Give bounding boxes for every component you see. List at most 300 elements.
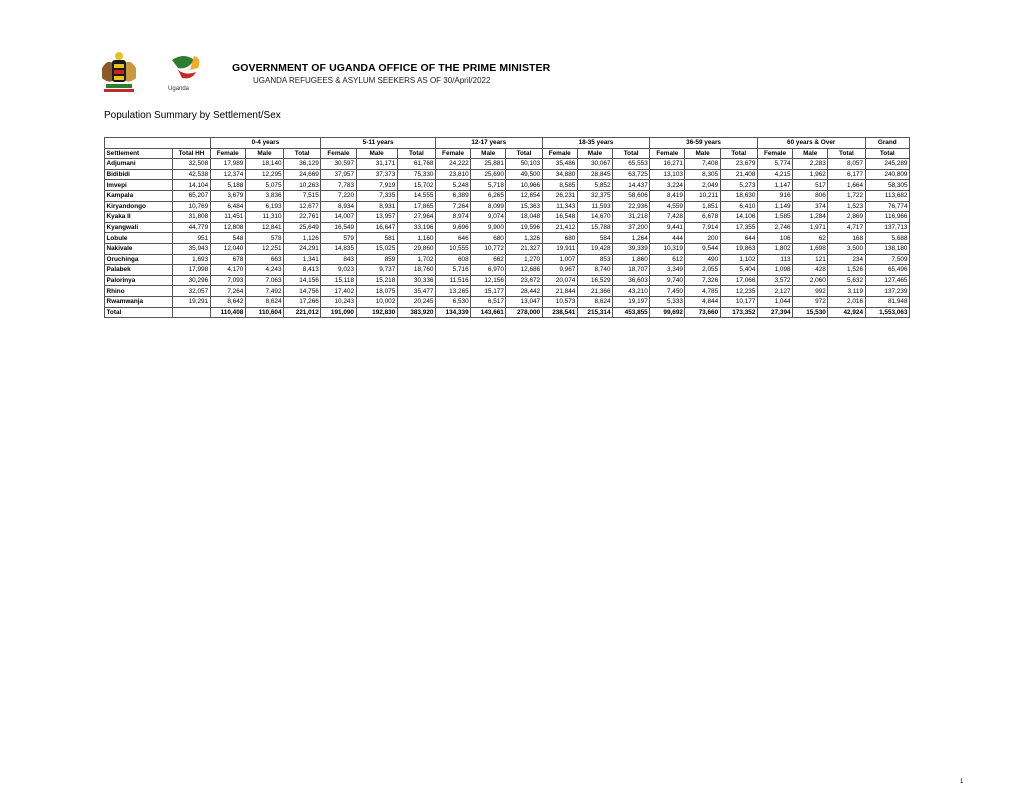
table-row bbox=[105, 254, 910, 265]
value-cell: 11,451 bbox=[210, 212, 245, 223]
value-cell: 10,772 bbox=[471, 243, 506, 254]
value-cell: 548 bbox=[210, 233, 245, 244]
value-cell: 4,170 bbox=[210, 265, 245, 276]
value-cell: 30,067 bbox=[577, 159, 612, 170]
value-cell: 22,936 bbox=[613, 201, 650, 212]
value-cell: 10,555 bbox=[435, 243, 470, 254]
value-cell: 8,305 bbox=[685, 169, 720, 180]
value-cell: 15,363 bbox=[506, 201, 542, 212]
value-cell: 581 bbox=[356, 233, 397, 244]
value-cell: 58,606 bbox=[613, 190, 650, 201]
value-cell: 1,722 bbox=[828, 190, 865, 201]
value-cell: 646 bbox=[435, 233, 470, 244]
value-cell: 15,025 bbox=[356, 243, 397, 254]
value-cell: 168 bbox=[828, 233, 865, 244]
sub-header-cell: Male bbox=[685, 148, 720, 159]
value-cell: 11,516 bbox=[435, 275, 470, 286]
svg-text:Uganda: Uganda bbox=[168, 86, 190, 92]
value-cell: 7,919 bbox=[356, 180, 397, 191]
value-cell: 19,197 bbox=[613, 296, 650, 307]
sub-header-cell: Female bbox=[321, 148, 356, 159]
value-cell: 12,374 bbox=[210, 169, 245, 180]
value-cell: 10,177 bbox=[720, 296, 757, 307]
table-row bbox=[105, 296, 910, 307]
settlement-name: Palorinya bbox=[105, 275, 173, 286]
value-cell: 1,698 bbox=[793, 243, 828, 254]
value-cell: 7,335 bbox=[356, 190, 397, 201]
grand-total-header: Total bbox=[865, 148, 909, 159]
value-cell: 6,265 bbox=[471, 190, 506, 201]
table-row bbox=[105, 233, 910, 244]
value-cell: 10,243 bbox=[321, 296, 356, 307]
value-cell: 25,649 bbox=[284, 222, 321, 233]
value-cell: 578 bbox=[245, 233, 283, 244]
grand-total-cell: 245,289 bbox=[865, 159, 909, 170]
sub-header-cell: Male bbox=[471, 148, 506, 159]
value-cell: 2,060 bbox=[793, 275, 828, 286]
sub-header-cell: Total bbox=[613, 148, 650, 159]
value-cell: 110,408 bbox=[210, 307, 245, 318]
value-cell: 16,647 bbox=[356, 222, 397, 233]
settlement-name: Kyaka II bbox=[105, 212, 173, 223]
header-blank bbox=[105, 138, 211, 149]
value-cell: 29,860 bbox=[397, 243, 435, 254]
grand-total-cell: 137,713 bbox=[865, 222, 909, 233]
value-cell: 1,971 bbox=[793, 222, 828, 233]
value-cell: 15,177 bbox=[471, 286, 506, 297]
value-cell: 11,310 bbox=[245, 212, 283, 223]
value-cell: 1,126 bbox=[284, 233, 321, 244]
age-group-header: 12-17 years bbox=[435, 138, 542, 149]
value-cell: 1,526 bbox=[828, 265, 865, 276]
value-cell: 14,437 bbox=[613, 180, 650, 191]
value-cell: 17,402 bbox=[321, 286, 356, 297]
value-cell: 24,669 bbox=[284, 169, 321, 180]
value-cell: 24,222 bbox=[435, 159, 470, 170]
table-row bbox=[105, 159, 910, 170]
value-cell: 35,477 bbox=[397, 286, 435, 297]
value-cell: 584 bbox=[577, 233, 612, 244]
value-cell: 9,441 bbox=[650, 222, 685, 233]
page-number: 1 bbox=[960, 779, 964, 785]
value-cell: 75,330 bbox=[397, 169, 435, 180]
value-cell: 134,339 bbox=[435, 307, 470, 318]
value-cell: 680 bbox=[542, 233, 577, 244]
value-cell: 1,102 bbox=[720, 254, 757, 265]
value-cell: 3,119 bbox=[828, 286, 865, 297]
total-hh-header: Total HH bbox=[173, 148, 210, 159]
value-cell: 5,188 bbox=[210, 180, 245, 191]
value-cell: 26,231 bbox=[542, 190, 577, 201]
value-cell: 8,974 bbox=[435, 212, 470, 223]
value-cell: 32,375 bbox=[577, 190, 612, 201]
value-cell: 39,339 bbox=[613, 243, 650, 254]
sub-header-cell: Female bbox=[650, 148, 685, 159]
table-row bbox=[105, 243, 910, 254]
value-cell: 73,660 bbox=[685, 307, 720, 318]
value-cell: 7,492 bbox=[245, 286, 283, 297]
value-cell: 2,016 bbox=[828, 296, 865, 307]
value-cell: 5,718 bbox=[471, 180, 506, 191]
page-title: GOVERNMENT OF UGANDA OFFICE OF THE PRIME MINISTER bbox=[232, 62, 551, 74]
value-cell: 22,761 bbox=[284, 212, 321, 223]
opm-logo bbox=[168, 56, 199, 92]
value-cell: 36,603 bbox=[613, 275, 650, 286]
value-cell: 234 bbox=[828, 254, 865, 265]
value-cell: 192,830 bbox=[356, 307, 397, 318]
value-cell: 4,215 bbox=[757, 169, 792, 180]
value-cell: 5,248 bbox=[435, 180, 470, 191]
value-cell: 12,686 bbox=[506, 265, 542, 276]
total-hh-cell: 951 bbox=[173, 233, 210, 244]
value-cell: 10,002 bbox=[356, 296, 397, 307]
coat-of-arms-logo bbox=[102, 52, 136, 92]
value-cell: 680 bbox=[471, 233, 506, 244]
value-cell: 1,860 bbox=[613, 254, 650, 265]
value-cell: 4,717 bbox=[828, 222, 865, 233]
value-cell: 31,171 bbox=[356, 159, 397, 170]
value-cell: 238,541 bbox=[542, 307, 577, 318]
total-hh-cell: 19,291 bbox=[173, 296, 210, 307]
total-hh-cell: 17,998 bbox=[173, 265, 210, 276]
value-cell: 9,740 bbox=[650, 275, 685, 286]
settlement-header: Settlement bbox=[105, 148, 173, 159]
value-cell: 4,243 bbox=[245, 265, 283, 276]
value-cell: 1,326 bbox=[506, 233, 542, 244]
value-cell: 843 bbox=[321, 254, 356, 265]
sub-header-cell: Female bbox=[542, 148, 577, 159]
value-cell: 12,808 bbox=[210, 222, 245, 233]
table-row bbox=[105, 212, 910, 223]
grand-total-cell: 76,774 bbox=[865, 201, 909, 212]
value-cell: 1,264 bbox=[613, 233, 650, 244]
value-cell: 15,118 bbox=[321, 275, 356, 286]
value-cell: 6,517 bbox=[471, 296, 506, 307]
value-cell: 1,044 bbox=[757, 296, 792, 307]
sub-header-cell: Total bbox=[506, 148, 542, 159]
value-cell: 14,555 bbox=[397, 190, 435, 201]
value-cell: 7,063 bbox=[245, 275, 283, 286]
value-cell: 121 bbox=[793, 254, 828, 265]
value-cell: 36,129 bbox=[284, 159, 321, 170]
value-cell: 21,408 bbox=[720, 169, 757, 180]
value-cell: 7,408 bbox=[685, 159, 720, 170]
value-cell: 5,273 bbox=[720, 180, 757, 191]
population-table bbox=[104, 137, 910, 318]
grand-header: Grand bbox=[865, 138, 909, 149]
value-cell: 37,957 bbox=[321, 169, 356, 180]
grand-total-cell: 116,966 bbox=[865, 212, 909, 223]
value-cell: 35,486 bbox=[542, 159, 577, 170]
value-cell: 12,235 bbox=[720, 286, 757, 297]
value-cell: 143,661 bbox=[471, 307, 506, 318]
value-cell: 27,394 bbox=[757, 307, 792, 318]
total-hh-cell: 1,693 bbox=[173, 254, 210, 265]
sub-header-row bbox=[105, 148, 910, 159]
grand-total-cell: 7,509 bbox=[865, 254, 909, 265]
value-cell: 49,500 bbox=[506, 169, 542, 180]
value-cell: 10,573 bbox=[542, 296, 577, 307]
value-cell: 21,844 bbox=[542, 286, 577, 297]
value-cell: 21,366 bbox=[577, 286, 612, 297]
value-cell: 1,802 bbox=[757, 243, 792, 254]
value-cell: 37,373 bbox=[356, 169, 397, 180]
value-cell: 2,283 bbox=[793, 159, 828, 170]
page-subtitle: UGANDA REFUGEES & ASYLUM SEEKERS AS OF 30/April/2022 bbox=[253, 76, 491, 85]
value-cell: 9,967 bbox=[542, 265, 577, 276]
value-cell: 9,696 bbox=[435, 222, 470, 233]
table-row bbox=[105, 180, 910, 191]
value-cell: 16,549 bbox=[321, 222, 356, 233]
value-cell: 517 bbox=[793, 180, 828, 191]
age-group-header: 5-11 years bbox=[321, 138, 436, 149]
sub-header-cell: Male bbox=[245, 148, 283, 159]
value-cell: 13,103 bbox=[650, 169, 685, 180]
grand-total-cell: 127,465 bbox=[865, 275, 909, 286]
header-logos bbox=[98, 50, 216, 96]
value-cell: 13,265 bbox=[435, 286, 470, 297]
value-cell: 1,341 bbox=[284, 254, 321, 265]
value-cell: 21,327 bbox=[506, 243, 542, 254]
age-group-header: 18-35 years bbox=[542, 138, 650, 149]
value-cell: 7,783 bbox=[321, 180, 356, 191]
value-cell: 110,604 bbox=[245, 307, 283, 318]
value-cell: 853 bbox=[577, 254, 612, 265]
value-cell: 17,355 bbox=[720, 222, 757, 233]
value-cell: 1,270 bbox=[506, 254, 542, 265]
settlement-name: Total bbox=[105, 307, 173, 318]
settlement-name: Lobule bbox=[105, 233, 173, 244]
value-cell: 859 bbox=[356, 254, 397, 265]
value-cell: 8,413 bbox=[284, 265, 321, 276]
value-cell: 20,245 bbox=[397, 296, 435, 307]
value-cell: 14,106 bbox=[720, 212, 757, 223]
table-row bbox=[105, 169, 910, 180]
value-cell: 3,224 bbox=[650, 180, 685, 191]
value-cell: 7,326 bbox=[685, 275, 720, 286]
settlement-name: Rhino bbox=[105, 286, 173, 297]
value-cell: 4,785 bbox=[685, 286, 720, 297]
value-cell: 50,103 bbox=[506, 159, 542, 170]
value-cell: 28,845 bbox=[577, 169, 612, 180]
grand-total-cell: 65,496 bbox=[865, 265, 909, 276]
value-cell: 10,319 bbox=[650, 243, 685, 254]
value-cell: 3,349 bbox=[650, 265, 685, 276]
value-cell: 18,048 bbox=[506, 212, 542, 223]
value-cell: 1,523 bbox=[828, 201, 865, 212]
sub-header-cell: Total bbox=[828, 148, 865, 159]
total-hh-cell: 10,769 bbox=[173, 201, 210, 212]
value-cell: 6,193 bbox=[245, 201, 283, 212]
value-cell: 8,740 bbox=[577, 265, 612, 276]
value-cell: 8,934 bbox=[321, 201, 356, 212]
value-cell: 7,450 bbox=[650, 286, 685, 297]
total-hh-cell: 44,779 bbox=[173, 222, 210, 233]
value-cell: 9,074 bbox=[471, 212, 506, 223]
value-cell: 7,428 bbox=[650, 212, 685, 223]
value-cell: 30,597 bbox=[321, 159, 356, 170]
grand-total-cell: 240,809 bbox=[865, 169, 909, 180]
value-cell: 1,098 bbox=[757, 265, 792, 276]
value-cell: 8,057 bbox=[828, 159, 865, 170]
value-cell: 1,149 bbox=[757, 201, 792, 212]
value-cell: 7,264 bbox=[435, 201, 470, 212]
value-cell: 9,900 bbox=[471, 222, 506, 233]
value-cell: 18,707 bbox=[613, 265, 650, 276]
total-row bbox=[105, 307, 910, 318]
sub-header-cell: Total bbox=[284, 148, 321, 159]
total-hh-cell: 35,943 bbox=[173, 243, 210, 254]
value-cell: 43,210 bbox=[613, 286, 650, 297]
grand-total-cell: 138,180 bbox=[865, 243, 909, 254]
value-cell: 11,593 bbox=[577, 201, 612, 212]
value-cell: 19,911 bbox=[542, 243, 577, 254]
value-cell: 15,218 bbox=[356, 275, 397, 286]
value-cell: 1,851 bbox=[685, 201, 720, 212]
table-row bbox=[105, 201, 910, 212]
value-cell: 14,007 bbox=[321, 212, 356, 223]
value-cell: 23,810 bbox=[435, 169, 470, 180]
value-cell: 99,692 bbox=[650, 307, 685, 318]
value-cell: 12,040 bbox=[210, 243, 245, 254]
settlement-name: Nakivale bbox=[105, 243, 173, 254]
sub-header-cell: Male bbox=[356, 148, 397, 159]
total-hh-cell: 31,808 bbox=[173, 212, 210, 223]
value-cell: 15,702 bbox=[397, 180, 435, 191]
value-cell: 31,218 bbox=[613, 212, 650, 223]
value-cell: 8,931 bbox=[356, 201, 397, 212]
value-cell: 17,066 bbox=[720, 275, 757, 286]
value-cell: 608 bbox=[435, 254, 470, 265]
value-cell: 2,049 bbox=[685, 180, 720, 191]
value-cell: 6,530 bbox=[435, 296, 470, 307]
value-cell: 13,047 bbox=[506, 296, 542, 307]
value-cell: 278,000 bbox=[506, 307, 542, 318]
value-cell: 14,670 bbox=[577, 212, 612, 223]
settlement-name: Adjumani bbox=[105, 159, 173, 170]
settlement-name: Rwamwanja bbox=[105, 296, 173, 307]
value-cell: 21,412 bbox=[542, 222, 577, 233]
value-cell: 25,690 bbox=[471, 169, 506, 180]
value-cell: 490 bbox=[685, 254, 720, 265]
value-cell: 18,630 bbox=[720, 190, 757, 201]
age-group-header: 60 years & Over bbox=[757, 138, 865, 149]
grand-total-cell: 5,688 bbox=[865, 233, 909, 244]
age-group-header-row bbox=[105, 138, 910, 149]
value-cell: 18,140 bbox=[245, 159, 283, 170]
value-cell: 191,090 bbox=[321, 307, 356, 318]
value-cell: 23,679 bbox=[720, 159, 757, 170]
value-cell: 7,220 bbox=[321, 190, 356, 201]
value-cell: 15,530 bbox=[793, 307, 828, 318]
value-cell: 428 bbox=[793, 265, 828, 276]
value-cell: 8,642 bbox=[210, 296, 245, 307]
sub-header-cell: Total bbox=[397, 148, 435, 159]
section-title: Population Summary by Settlement/Sex bbox=[104, 110, 281, 121]
value-cell: 383,920 bbox=[397, 307, 435, 318]
settlement-name: Bidibidi bbox=[105, 169, 173, 180]
value-cell: 173,352 bbox=[720, 307, 757, 318]
value-cell: 7,264 bbox=[210, 286, 245, 297]
value-cell: 63,725 bbox=[613, 169, 650, 180]
value-cell: 33,196 bbox=[397, 222, 435, 233]
value-cell: 992 bbox=[793, 286, 828, 297]
value-cell: 453,855 bbox=[613, 307, 650, 318]
age-group-header: 0-4 years bbox=[210, 138, 321, 149]
value-cell: 12,251 bbox=[245, 243, 283, 254]
value-cell: 113 bbox=[757, 254, 792, 265]
value-cell: 12,654 bbox=[506, 190, 542, 201]
value-cell: 16,271 bbox=[650, 159, 685, 170]
value-cell: 8,624 bbox=[245, 296, 283, 307]
value-cell: 3,500 bbox=[828, 243, 865, 254]
value-cell: 23,672 bbox=[506, 275, 542, 286]
value-cell: 215,314 bbox=[577, 307, 612, 318]
total-hh-cell: 30,296 bbox=[173, 275, 210, 286]
value-cell: 106 bbox=[757, 233, 792, 244]
value-cell: 5,075 bbox=[245, 180, 283, 191]
value-cell: 28,442 bbox=[506, 286, 542, 297]
settlement-name: Kyangwali bbox=[105, 222, 173, 233]
value-cell: 18,760 bbox=[397, 265, 435, 276]
value-cell: 4,844 bbox=[685, 296, 720, 307]
value-cell: 7,914 bbox=[685, 222, 720, 233]
value-cell: 8,624 bbox=[577, 296, 612, 307]
table-row bbox=[105, 286, 910, 297]
total-hh-cell: 32,057 bbox=[173, 286, 210, 297]
value-cell: 612 bbox=[650, 254, 685, 265]
value-cell: 42,924 bbox=[828, 307, 865, 318]
value-cell: 2,127 bbox=[757, 286, 792, 297]
value-cell: 5,632 bbox=[828, 275, 865, 286]
value-cell: 10,966 bbox=[506, 180, 542, 191]
value-cell: 916 bbox=[757, 190, 792, 201]
value-cell: 6,410 bbox=[720, 201, 757, 212]
value-cell: 200 bbox=[685, 233, 720, 244]
value-cell: 12,295 bbox=[245, 169, 283, 180]
sub-header-cell: Total bbox=[720, 148, 757, 159]
value-cell: 662 bbox=[471, 254, 506, 265]
value-cell: 6,678 bbox=[685, 212, 720, 223]
settlement-name: Kampala bbox=[105, 190, 173, 201]
value-cell: 6,484 bbox=[210, 201, 245, 212]
value-cell: 18,075 bbox=[356, 286, 397, 297]
value-cell: 221,012 bbox=[284, 307, 321, 318]
value-cell: 6,177 bbox=[828, 169, 865, 180]
value-cell: 7,515 bbox=[284, 190, 321, 201]
value-cell: 8,585 bbox=[542, 180, 577, 191]
value-cell: 10,263 bbox=[284, 180, 321, 191]
value-cell: 9,023 bbox=[321, 265, 356, 276]
sub-header-cell: Female bbox=[435, 148, 470, 159]
sub-header-cell: Male bbox=[577, 148, 612, 159]
value-cell: 12,841 bbox=[245, 222, 283, 233]
table-row bbox=[105, 265, 910, 276]
value-cell: 9,544 bbox=[685, 243, 720, 254]
value-cell: 19,863 bbox=[720, 243, 757, 254]
total-hh-cell bbox=[173, 307, 210, 318]
grand-total-cell: 137,239 bbox=[865, 286, 909, 297]
value-cell: 12,677 bbox=[284, 201, 321, 212]
value-cell: 9,737 bbox=[356, 265, 397, 276]
settlement-name: Kiryandongo bbox=[105, 201, 173, 212]
value-cell: 579 bbox=[321, 233, 356, 244]
grand-total-cell: 81,948 bbox=[865, 296, 909, 307]
value-cell: 5,774 bbox=[757, 159, 792, 170]
value-cell: 1,284 bbox=[793, 212, 828, 223]
value-cell: 1,962 bbox=[793, 169, 828, 180]
value-cell: 16,529 bbox=[577, 275, 612, 286]
